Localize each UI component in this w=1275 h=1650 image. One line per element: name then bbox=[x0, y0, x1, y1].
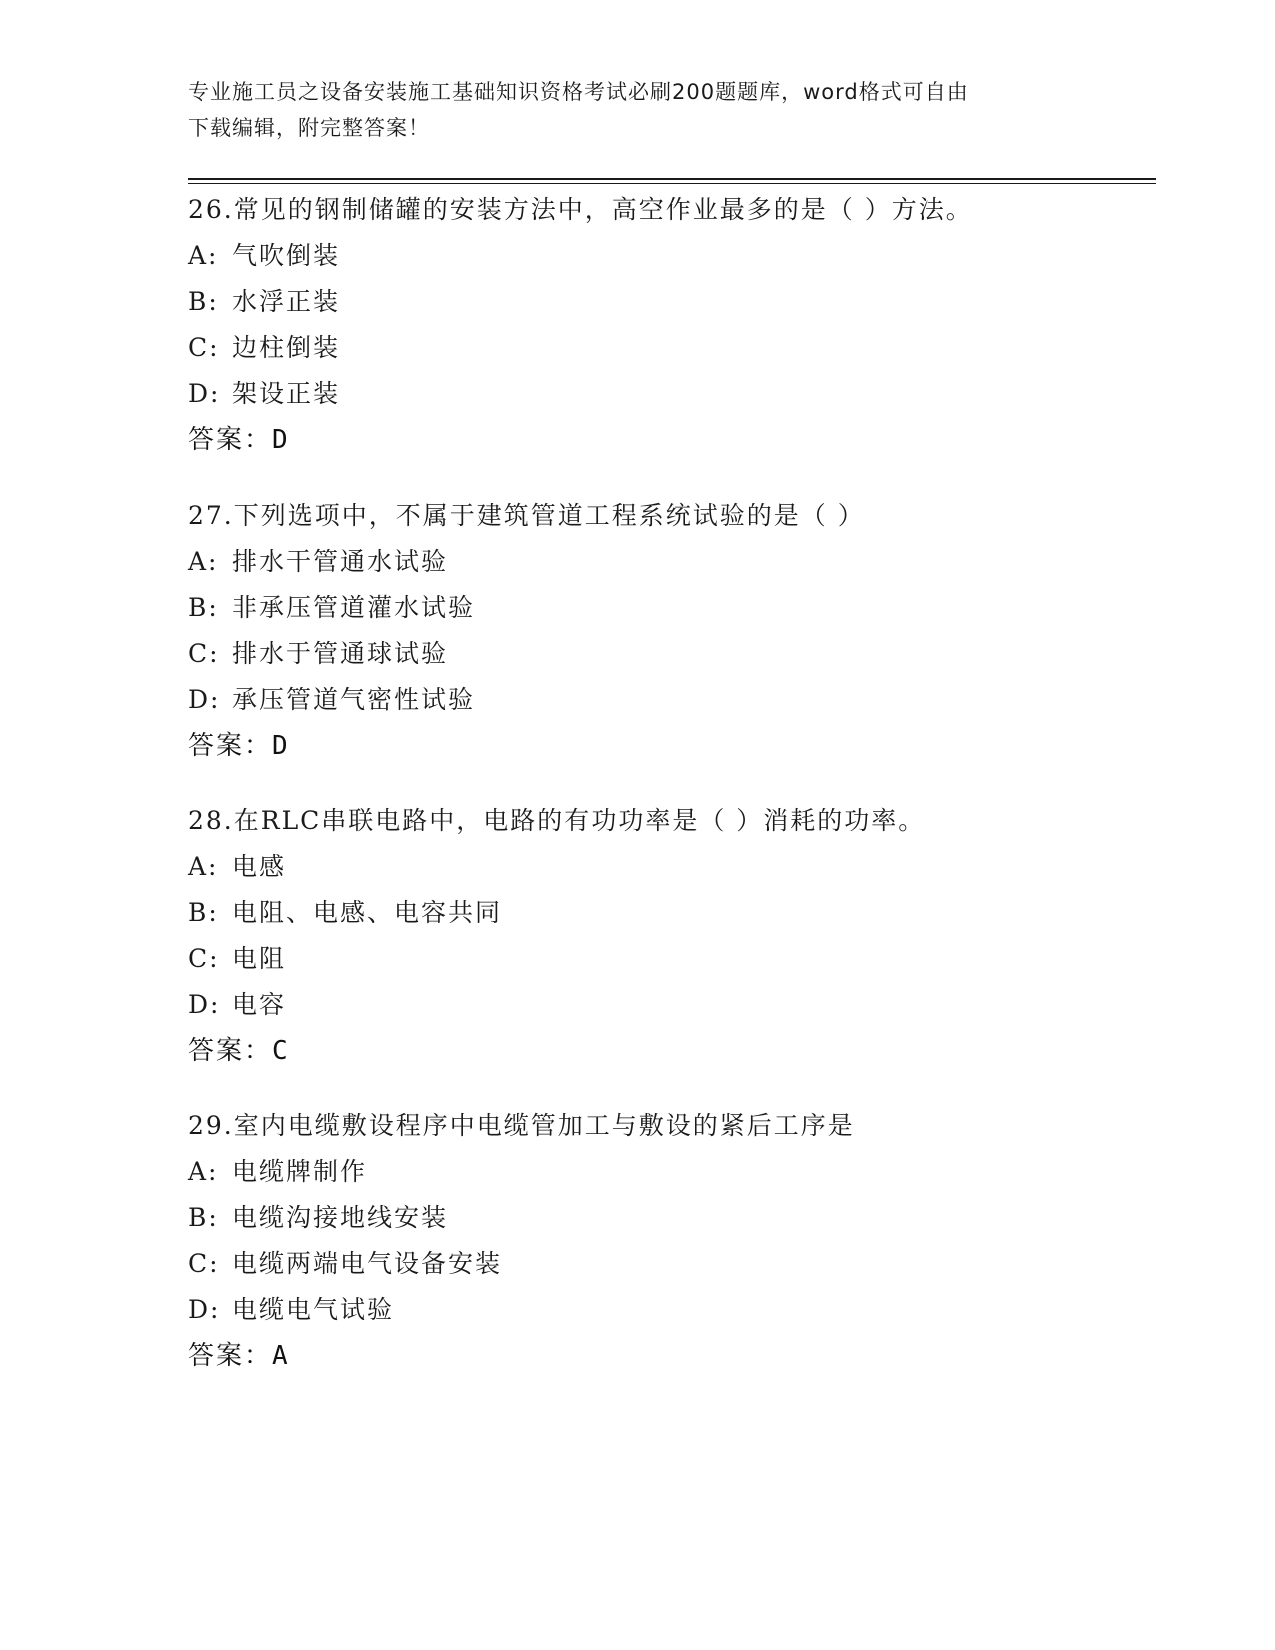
option-key: B: bbox=[188, 593, 219, 622]
question-block bbox=[188, 1103, 1168, 1379]
option-d bbox=[188, 1287, 1168, 1333]
option-key: C: bbox=[188, 639, 220, 668]
option-text: 排水干管通水试验 bbox=[232, 547, 449, 576]
option-key: D: bbox=[188, 379, 221, 408]
answer-value: D bbox=[272, 731, 288, 761]
option-b bbox=[188, 890, 1168, 936]
option-a bbox=[188, 233, 1168, 279]
option-text: 排水于管通球试验 bbox=[232, 639, 449, 668]
option-b bbox=[188, 279, 1168, 325]
option-d bbox=[188, 982, 1168, 1028]
option-a bbox=[188, 844, 1168, 890]
answer-label: 答案： bbox=[188, 1341, 273, 1371]
option-d bbox=[188, 677, 1168, 723]
option-key: C: bbox=[188, 1249, 220, 1278]
option-text: 电容 bbox=[232, 990, 287, 1019]
option-text: 承压管道气密性试验 bbox=[232, 685, 476, 714]
option-text: 气吹倒装 bbox=[232, 241, 341, 270]
option-text: 电阻 bbox=[232, 944, 287, 973]
option-key: D: bbox=[188, 1295, 221, 1324]
document-header bbox=[188, 74, 1088, 146]
option-key: A: bbox=[188, 1157, 219, 1186]
answer-value: A bbox=[272, 1341, 288, 1371]
option-key: B: bbox=[188, 287, 219, 316]
header-divider-thick bbox=[188, 178, 1156, 180]
option-c bbox=[188, 631, 1168, 677]
option-key: A: bbox=[188, 852, 219, 881]
option-c bbox=[188, 936, 1168, 982]
option-b bbox=[188, 585, 1168, 631]
option-b bbox=[188, 1195, 1168, 1241]
question-block bbox=[188, 493, 1168, 769]
question-stem: 29.室内电缆敷设程序中电缆管加工与敷设的紧后工序是 bbox=[188, 1111, 855, 1140]
option-text: 非承压管道灌水试验 bbox=[232, 593, 476, 622]
option-text: 电阻、电感、电容共同 bbox=[232, 898, 503, 927]
option-c bbox=[188, 1241, 1168, 1287]
option-text: 电缆牌制作 bbox=[232, 1157, 368, 1186]
option-key: A: bbox=[188, 241, 219, 270]
question-stem: 27.下列选项中，不属于建筑管道工程系统试验的是（ ） bbox=[188, 501, 865, 530]
question-block bbox=[188, 798, 1168, 1074]
option-key: C: bbox=[188, 944, 220, 973]
answer-line bbox=[188, 1028, 1168, 1074]
option-key: B: bbox=[188, 898, 219, 927]
answer-value: C bbox=[272, 1036, 288, 1066]
option-key: D: bbox=[188, 990, 221, 1019]
header-line-1: 专业施工员之设备安装施工基础知识资格考试必刷200题题库，word格式可自由 bbox=[188, 80, 969, 104]
answer-line bbox=[188, 1333, 1168, 1379]
answer-value: D bbox=[272, 425, 288, 455]
option-text: 边柱倒装 bbox=[232, 333, 341, 362]
option-text: 水浮正装 bbox=[232, 287, 341, 316]
header-divider-thin bbox=[188, 183, 1156, 184]
option-text: 电缆沟接地线安装 bbox=[232, 1203, 449, 1232]
question-stem: 26.常见的钢制储罐的安装方法中，高空作业最多的是（ ）方法。 bbox=[188, 195, 973, 224]
question-stem: 28.在RLC串联电路中，电路的有功功率是（ ）消耗的功率。 bbox=[188, 806, 926, 835]
option-text: 电缆电气试验 bbox=[232, 1295, 395, 1324]
header-line-2: 下载编辑，附完整答案！ bbox=[188, 116, 430, 140]
option-text: 架设正装 bbox=[232, 379, 341, 408]
option-a bbox=[188, 1149, 1168, 1195]
option-key: C: bbox=[188, 333, 220, 362]
option-key: D: bbox=[188, 685, 221, 714]
answer-line bbox=[188, 417, 1168, 463]
answer-line bbox=[188, 723, 1168, 769]
answer-label: 答案： bbox=[188, 425, 273, 455]
option-text: 电缆两端电气设备安装 bbox=[232, 1249, 503, 1278]
option-d bbox=[188, 371, 1168, 417]
option-a bbox=[188, 539, 1168, 585]
answer-label: 答案： bbox=[188, 731, 273, 761]
option-c bbox=[188, 325, 1168, 371]
option-key: B: bbox=[188, 1203, 219, 1232]
option-key: A: bbox=[188, 547, 219, 576]
answer-label: 答案： bbox=[188, 1036, 273, 1066]
question-block bbox=[188, 187, 1168, 463]
option-text: 电感 bbox=[232, 852, 287, 881]
